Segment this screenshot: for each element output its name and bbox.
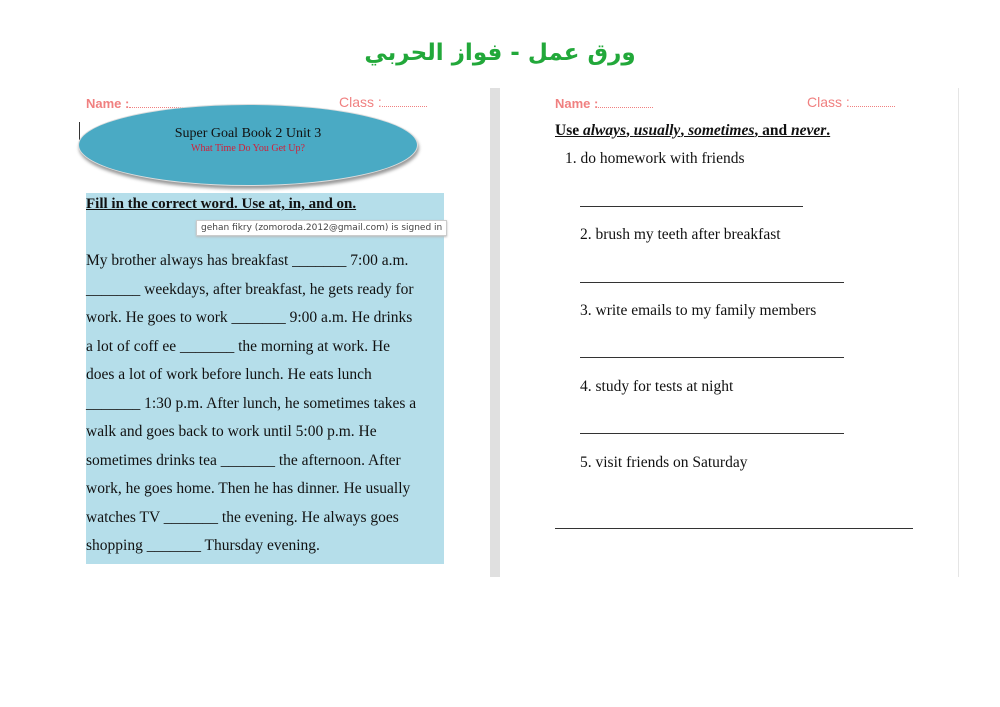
page-border — [958, 88, 959, 577]
passage-line: watches TV _______ the evening. He always goes — [86, 508, 399, 526]
passage-line: sometimes drinks tea _______ the afternoon. After — [86, 451, 401, 469]
answer-line-1[interactable] — [580, 206, 803, 207]
banner-title: Super Goal Book 2 Unit 3 — [174, 126, 322, 141]
question-4: 4. study for tests at night — [580, 378, 734, 395]
adverb-always: always — [582, 122, 627, 139]
question-5: 5. visit friends on Saturday — [580, 454, 748, 471]
right-instruction — [555, 122, 830, 140]
instruction-text: Use — [555, 122, 583, 139]
class-label: Class : — [339, 94, 382, 110]
question-1: 1. do homework with friends — [565, 150, 745, 167]
passage-line: _______ weekdays, after breakfast, he gets ready for — [86, 280, 414, 298]
right-name-field — [555, 96, 653, 111]
adverb-sometimes: sometimes — [688, 122, 755, 139]
name-label: Name : — [555, 96, 599, 111]
question-2: 2. brush my teeth after breakfast — [580, 226, 781, 243]
instruction-text: . — [826, 122, 831, 139]
passage-line: _______ 1:30 p.m. After lunch, he sometimes takes a — [86, 394, 417, 412]
passage-line: work. He goes to work _______ 9:00 a.m. He drinks — [86, 309, 413, 326]
page-divider — [490, 88, 500, 577]
passage-line: shopping _______ Thursday evening. — [86, 537, 320, 554]
answer-line-5[interactable] — [555, 528, 913, 529]
left-instruction: Fill in the correct word. Use at, in, and on. — [86, 196, 357, 212]
instruction-text: , and — [754, 122, 791, 139]
answer-line-3[interactable] — [580, 357, 844, 358]
answer-line-2[interactable] — [580, 282, 844, 283]
adverb-never: never — [791, 122, 827, 139]
left-class-field — [339, 94, 427, 110]
passage-line: a lot of coff ee _______ the morning at work. He — [86, 337, 391, 355]
passage-line: My brother always has breakfast _______ 7:00 a.m. — [86, 252, 409, 269]
passage-line: walk and goes back to work until 5:00 p.m. He — [86, 423, 377, 440]
instruction-text: , — [626, 122, 634, 139]
signed-in-tooltip: gehan fikry (zomoroda.2012@gmail.com) is signed in — [196, 220, 447, 236]
passage-line: work, he goes home. Then he has dinner. He usually — [86, 480, 411, 497]
banner-subtitle: What Time Do You Get Up? — [191, 143, 305, 154]
right-class-field — [807, 94, 895, 110]
answer-line-4[interactable] — [580, 433, 844, 434]
adverb-usually: usually — [633, 122, 681, 139]
passage-line: does a lot of work before lunch. He eats lunch — [86, 366, 372, 383]
name-label: Name : — [86, 96, 130, 111]
worksheet-title: ورق عمل - فواز الحربي — [364, 40, 636, 66]
instruction-text: , — [680, 122, 689, 139]
question-3: 3. write emails to my family members — [580, 302, 817, 319]
class-label: Class : — [807, 94, 850, 110]
